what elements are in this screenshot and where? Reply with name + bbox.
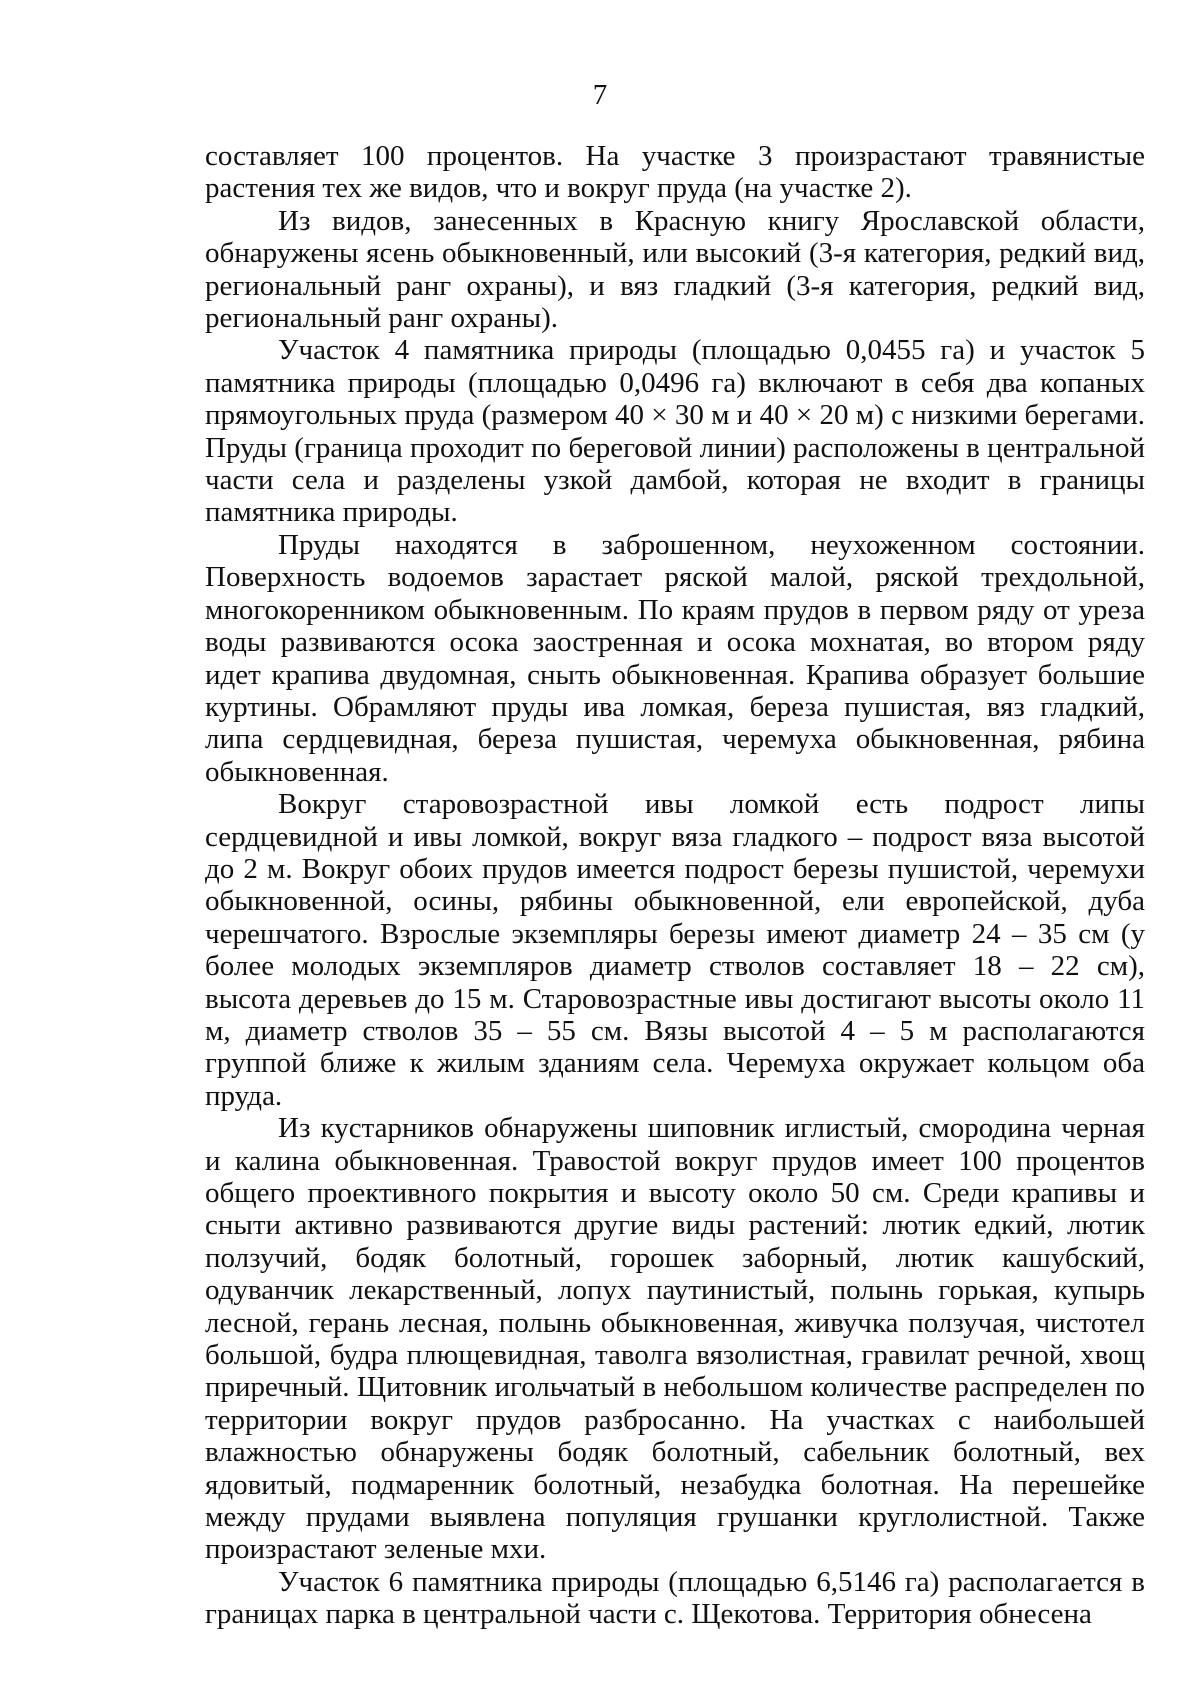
paragraph-4: Пруды находятся в заброшенном, неухоженном состоянии. Поверхность водоемов зарастает ряской малой, ряской трехдольной, многокоренником обыкновенным. По краям прудов в первом ряду от уреза воды развиваются осока заостренная и осока мохнатая, во втором ряду идет крапива двудомная, сныть обыкновенная. Крапива образует большие куртины. Обрамляют пруды ива ломкая, береза пушистая, вяз гладкий, липа сердцевидная, береза пушистая, черемуха обыкновенная, рябина обыкновенная.: [205, 528, 1145, 788]
document-body: [205, 140, 1145, 1631]
paragraph-3: Участок 4 памятника природы (площадью 0,0455 га) и участок 5 памятника природы (площадью 0,0496 га) включают в себя два копаных прямоугольных пруда (размером 40 × 30 м и 40 × 20 м) с низкими берегами. Пруды (граница проходит по береговой линии) расположены в центральной части села и разделены узкой дамбой, которая не входит в границы памятника природы.: [205, 334, 1145, 529]
paragraph-2: Из видов, занесенных в Красную книгу Ярославской области, обнаружены ясень обыкновенный, или высокий (3-я категория, редкий вид, региональный ранг охраны), и вяз гладкий (3-я категория, редкий вид, региональный ранг охраны).: [205, 204, 1145, 335]
paragraph-6: Из кустарников обнаружены шиповник иглистый, смородина черная и калина обыкновенная. Травостой вокруг прудов имеет 100 процентов общего проективного покрытия и высоту около 50 см. Среди крапивы и сныти активно развиваются другие виды растений: лютик едкий, лютик ползучий, бодяк болотный, горошек заборный, лютик кашубский, одуванчик лекарственный, лопух паутинистый, полынь горькая, купырь лесной, герань лесная, полынь обыкновенная, живучка ползучая, чистотел большой, будра плющевидная, таволга вязолистная, гравилат речной, хвощ приречный. Щитовник игольчатый в небольшом количестве распределен по территории вокруг прудов разбросанно. На участках с наибольшей влажностью обнаружены бодяк болотный, сабельник болотный, вех ядовитый, подмаренник болотный, незабудка болотная. На перешейке между прудами выявлена популяция грушанки круглолистной. Также произрастают зеленые мхи.: [205, 1112, 1145, 1566]
page-number: 7: [592, 79, 608, 111]
paragraph-7: Участок 6 памятника природы (площадью 6,5146 га) располагается в границах парка в центральной части с. Щекотова. Территория обнесена: [205, 1565, 1145, 1631]
paragraph-5: Вокруг старовозрастной ивы ломкой есть подрост липы сердцевидной и ивы ломкой, вокруг вяза гладкого – подрост вяза высотой до 2 м. Вокруг обоих прудов имеется подрост березы пушистой, черемухи обыкновенной, осины, рябины обыкновенной, ели европейской, дуба черешчатого. Взрослые экземпляры березы имеют диаметр 24 – 35 см (у более молодых экземпляров диаметр стволов составляет 18 – 22 см), высота деревьев до 15 м. Старовозрастные ивы достигают высоты около 11 м, диаметр стволов 35 – 55 см. Вязы высотой 4 – 5 м располагаются группой ближе к жилым зданиям села. Черемуха окружает кольцом оба пруда.: [205, 788, 1145, 1112]
paragraph-1: составляет 100 процентов. На участке 3 произрастают травянистые растения тех же видов, что и вокруг пруда (на участке 2).: [205, 140, 1145, 205]
